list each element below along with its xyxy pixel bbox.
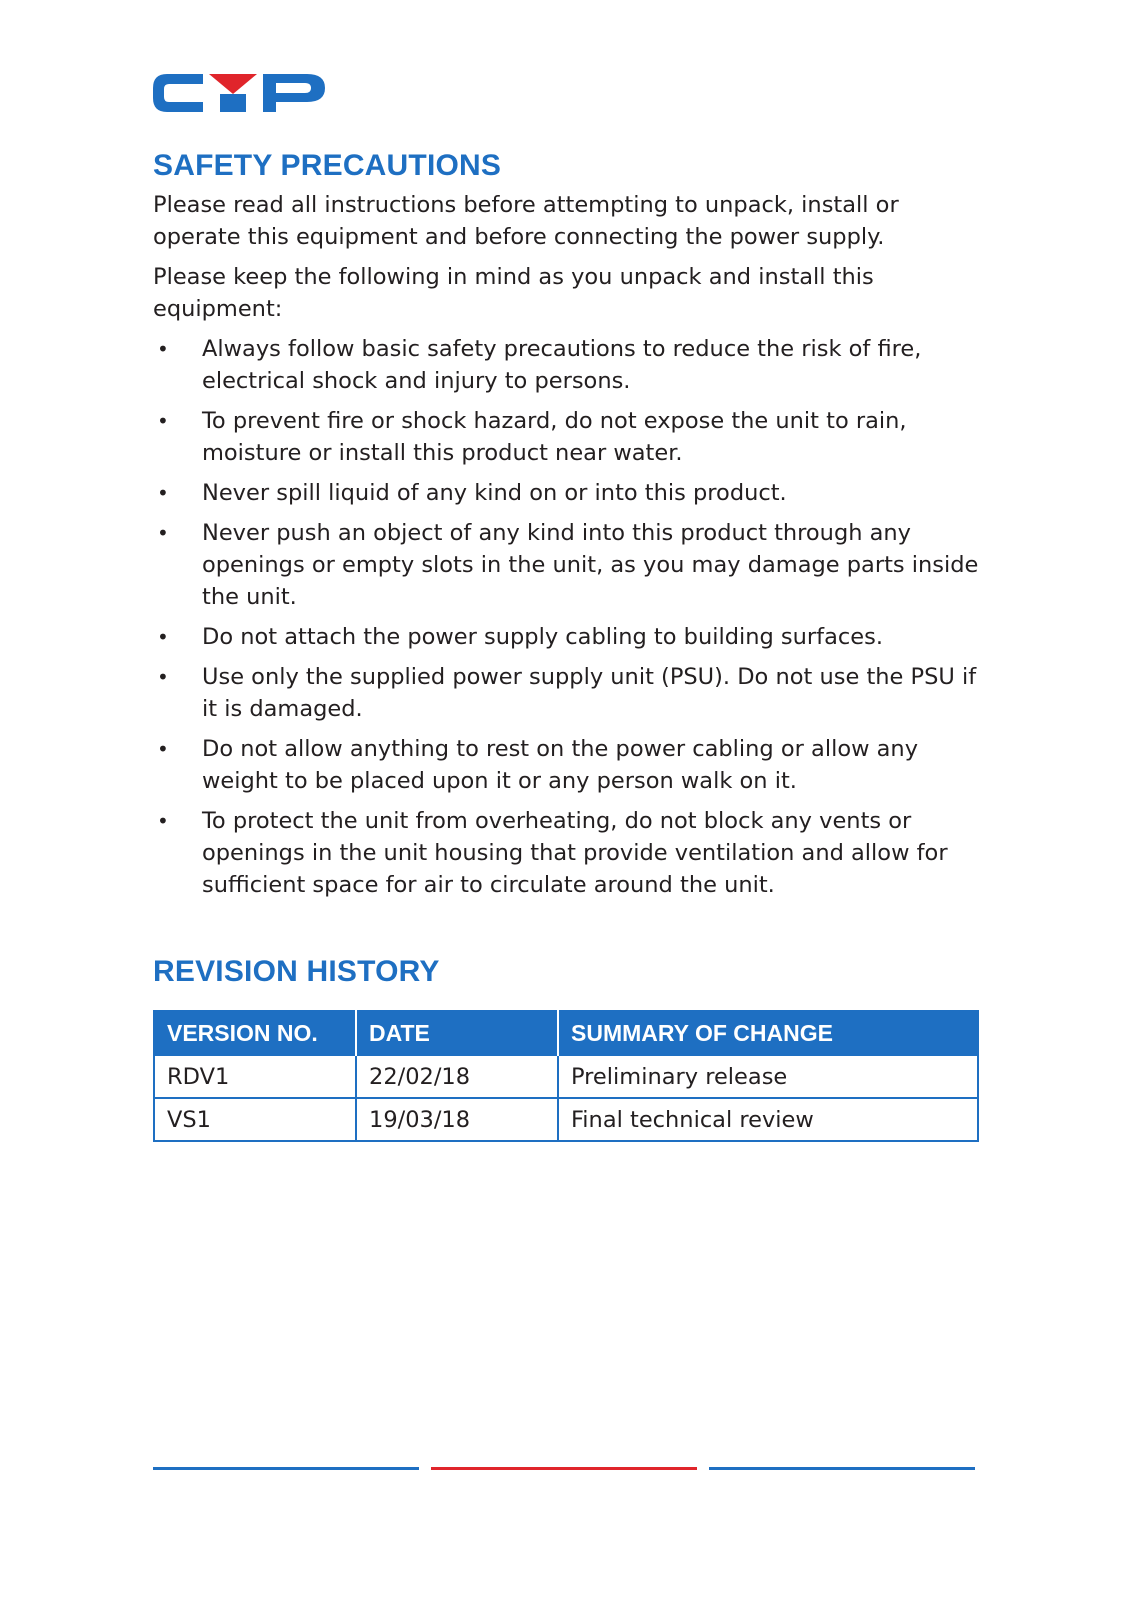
bullet-icon: • — [157, 521, 169, 545]
table-row — [154, 1055, 978, 1098]
list-item — [153, 805, 983, 901]
list-item-text: Do not attach the power supply cabling to building surfaces. — [202, 624, 883, 650]
column-header-date: DATE — [356, 1011, 558, 1055]
list-item — [153, 477, 983, 509]
list-item-text: To prevent fire or shock hazard, do not expose the unit to rain, moisture or install this product near water. — [202, 408, 907, 466]
footer-line-center — [431, 1467, 697, 1470]
list-item — [153, 733, 983, 797]
safety-title: SAFETY PRECAUTIONS — [153, 149, 502, 182]
cyp-logo — [153, 74, 325, 112]
date-cell: 19/03/18 — [356, 1098, 558, 1141]
intro-paragraph: Please keep the following in mind as you unpack and install this equipment: — [153, 264, 874, 322]
revision-table — [153, 1010, 979, 1142]
list-item-text: Never push an object of any kind into this product through any openings or empty slots in the unit, as you may damage parts inside the unit. — [202, 520, 979, 610]
list-item-text: Do not allow anything to rest on the power cabling or allow any weight to be placed upon it or any person walk on it. — [202, 736, 919, 794]
list-item-text: To protect the unit from overheating, do not block any vents or openings in the unit housing that provide ventilation and allow for sufficient space for air to circulate around the unit. — [202, 808, 948, 898]
table-row — [154, 1098, 978, 1141]
list-item — [153, 517, 983, 613]
list-item — [153, 621, 983, 653]
version-cell: RDV1 — [154, 1055, 356, 1098]
bullet-icon: • — [157, 409, 169, 433]
bullet-icon: • — [157, 481, 169, 505]
bullet-icon: • — [157, 337, 169, 361]
column-header-version: VERSION NO. — [154, 1011, 356, 1055]
list-item-text: Always follow basic safety precautions to reduce the risk of fire, electrical shock and injury to persons. — [202, 336, 922, 394]
table-header-row — [154, 1011, 978, 1055]
bullet-icon: • — [157, 665, 169, 689]
safety-list — [153, 333, 983, 909]
list-item-text: Never spill liquid of any kind on or into this product. — [202, 480, 787, 506]
list-item — [153, 661, 983, 725]
list-item — [153, 333, 983, 397]
footer-line-left — [153, 1467, 419, 1470]
bullet-icon: • — [157, 809, 169, 833]
list-item-text: Use only the supplied power supply unit (PSU). Do not use the PSU if it is damaged. — [202, 664, 977, 722]
summary-cell: Preliminary release — [558, 1055, 978, 1098]
intro-paragraph: Please read all instructions before attempting to unpack, install or operate this equipment and before connecting the power supply. — [153, 192, 899, 250]
column-header-summary: SUMMARY OF CHANGE — [558, 1011, 978, 1055]
revision-title: REVISION HISTORY — [153, 955, 440, 988]
summary-cell: Final technical review — [558, 1098, 978, 1141]
bullet-icon: • — [157, 737, 169, 761]
version-cell: VS1 — [154, 1098, 356, 1141]
date-cell: 22/02/18 — [356, 1055, 558, 1098]
footer-line-right — [709, 1467, 975, 1470]
list-item — [153, 405, 983, 469]
bullet-icon: • — [157, 625, 169, 649]
